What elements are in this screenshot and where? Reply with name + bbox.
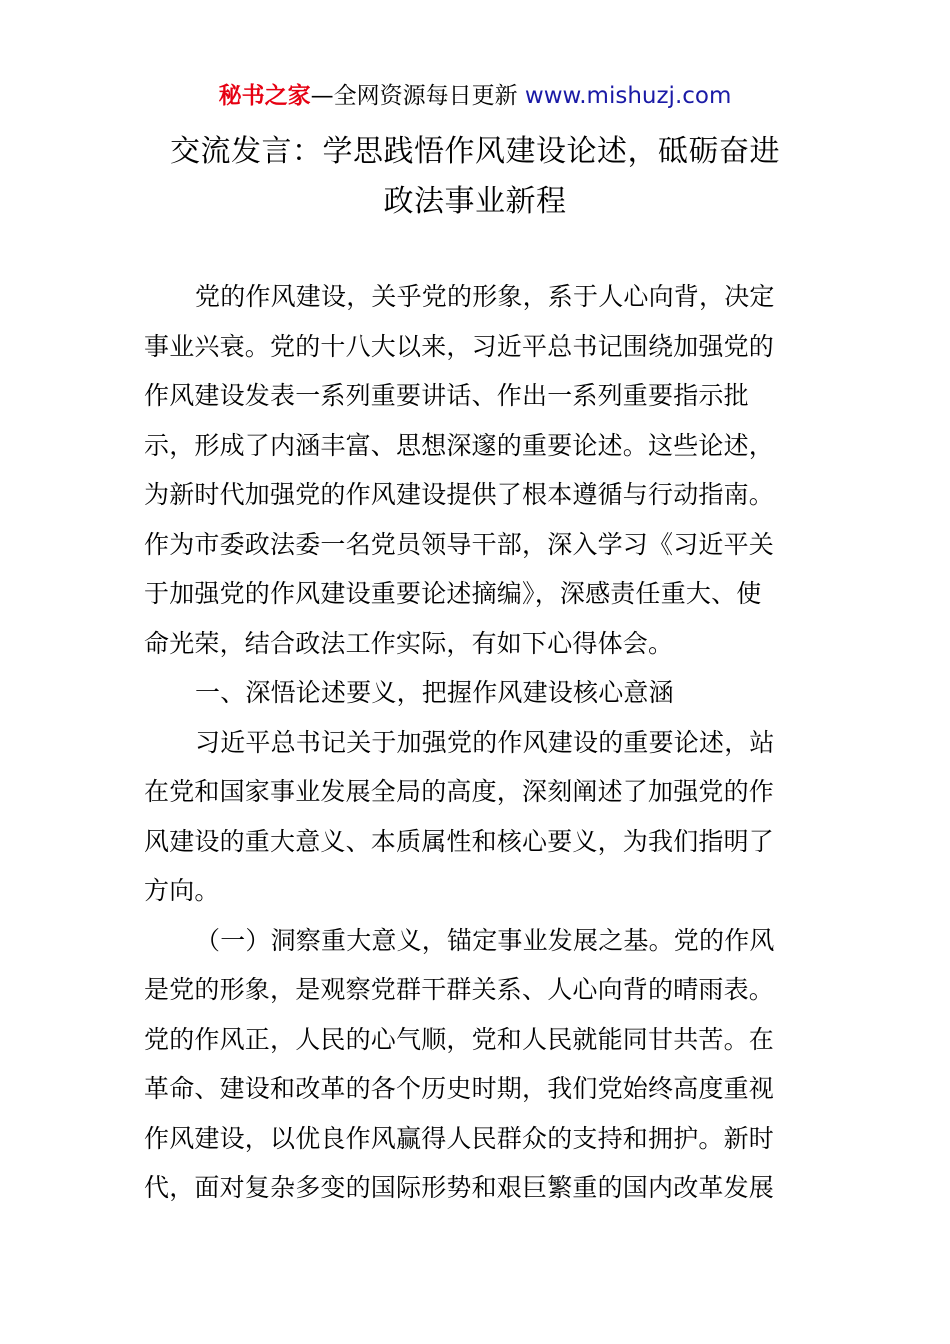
title-line-2: 政法事业新程 bbox=[383, 184, 567, 219]
paragraph-line: 命光荣，结合政法工作实际，有如下心得体会。 bbox=[144, 628, 674, 658]
document-body bbox=[144, 272, 808, 1213]
paragraph-line: 事业兴衰。党的十八大以来，习近平总书记围绕加强党的 bbox=[144, 331, 775, 361]
header-tagline: —全网资源每日更新 bbox=[310, 83, 525, 109]
section-heading: 一、深悟论述要义，把握作风建设核心意涵 bbox=[195, 678, 674, 707]
paragraph-line: 作风建设发表一系列重要讲话、作出一系列重要指示批 bbox=[144, 381, 749, 410]
paragraph-line: 风建设的重大意义、本质属性和核心要义，为我们指明了 bbox=[144, 826, 775, 856]
paragraph-line: 在党和国家事业发展全局的高度，深刻阐述了加强党的作 bbox=[144, 777, 775, 806]
paragraph-line: 作风建设，以优良作风赢得人民群众的支持和拥护。新时 bbox=[144, 1123, 775, 1153]
site-header bbox=[0, 80, 950, 112]
paragraph-line: 为新时代加强党的作风建设提供了根本遵循与行动指南。 bbox=[144, 480, 775, 509]
title-line-1: 交流发言：学思践悟作风建设论述，砥砺奋进 bbox=[170, 134, 780, 169]
paragraph-line: 作为市委政法委一名党员领导干部，深入学习《习近平关 bbox=[144, 529, 775, 559]
paragraph-line: 党的作风正，人民的心气顺，党和人民就能同甘共苦。在 bbox=[144, 1024, 775, 1054]
paragraph-line: 是党的形象，是观察党群干群关系、人心向背的晴雨表。 bbox=[144, 975, 775, 1004]
paragraph-line: 于加强党的作风建设重要论述摘编》，深感责任重大、使 bbox=[144, 579, 762, 608]
paragraph-line: 革命、建设和改革的各个历史时期，我们党始终高度重视 bbox=[144, 1074, 775, 1103]
paragraph-line: （一）洞察重大意义，锚定事业发展之基。党的作风 bbox=[195, 925, 775, 955]
paragraph-line: 代，面对复杂多变的国际形势和艰巨繁重的国内改革发展 bbox=[144, 1173, 775, 1202]
paragraph-line: 党的作风建设，关乎党的形象，系于人心向背，决定 bbox=[195, 282, 775, 311]
brand-name: 秘书之家 bbox=[218, 83, 311, 109]
paragraph-line: 方向。 bbox=[144, 876, 220, 905]
paragraph-line: 示，形成了内涵丰富、思想深邃的重要论述。这些论述， bbox=[144, 430, 775, 460]
site-url-link[interactable]: www.mishuzj.com bbox=[524, 83, 732, 109]
document-title bbox=[120, 127, 830, 227]
paragraph-line: 习近平总书记关于加强党的作风建设的重要论述，站 bbox=[195, 727, 775, 757]
